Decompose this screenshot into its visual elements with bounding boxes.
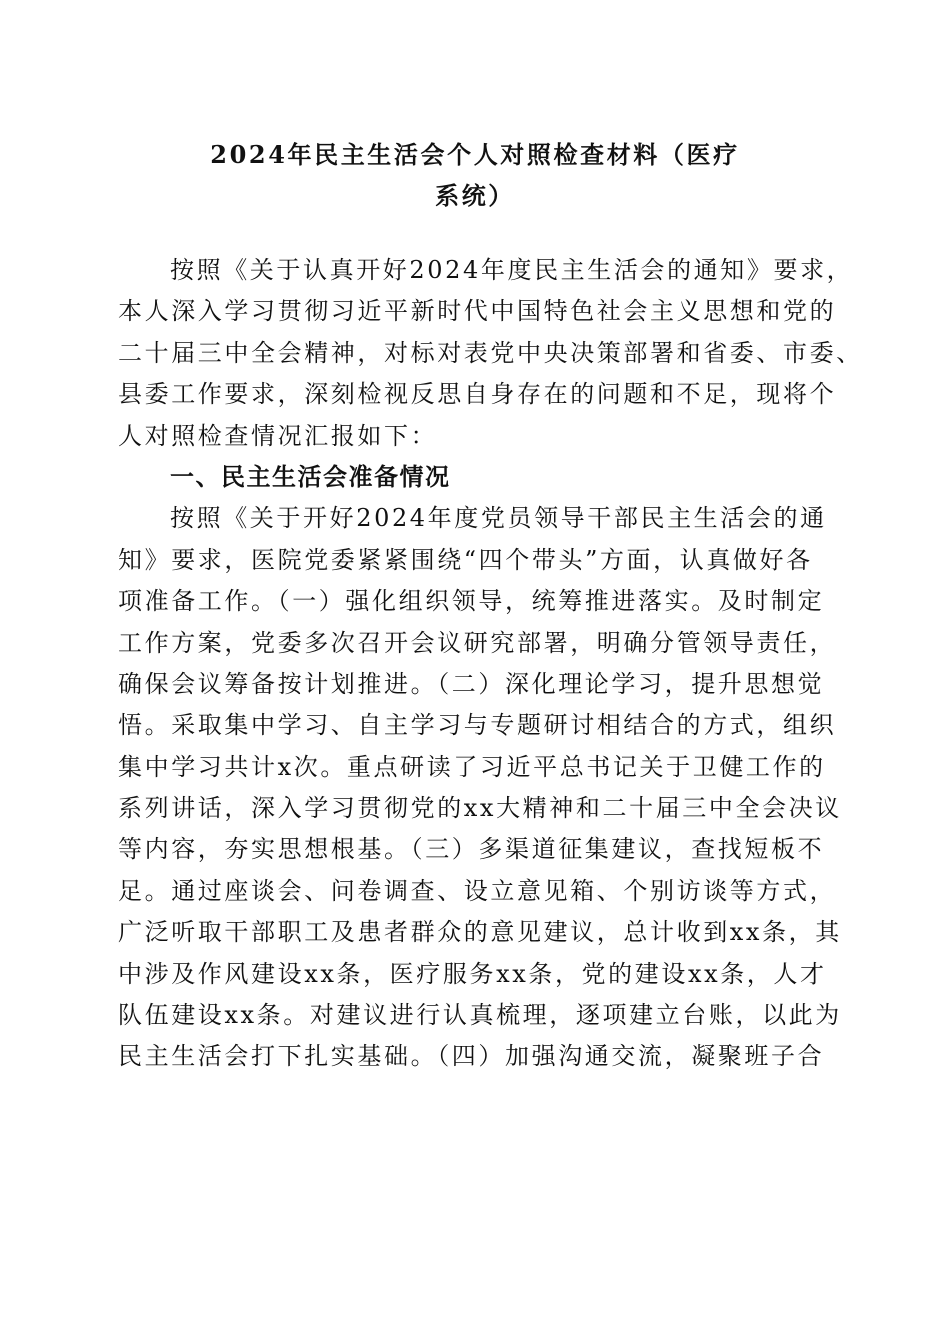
section1-paragraph xyxy=(118,498,842,1077)
paragraph-line: 民主生活会打下扎实基础。（四）加强沟通交流，凝聚班子合 xyxy=(118,1042,825,1071)
paragraph-line: 知》要求，医院党委紧紧围绕“四个带头”方面，认真做好各 xyxy=(118,545,813,574)
paragraph-line: 等内容，夯实思想根基。（三）多渠道征集建议，查找短板不 xyxy=(118,835,825,864)
paragraph-line: 集中学习共计x次。重点研读了习近平总书记关于卫健工作的 xyxy=(118,752,826,781)
paragraph-line: 按照《关于开好2024年度党员领导干部民主生活会的通 xyxy=(170,504,827,533)
paragraph-line: 项准备工作。（一）强化组织领导，统筹推进落实。及时制定 xyxy=(118,587,825,616)
paragraph-line: 本人深入学习贯彻习近平新时代中国特色社会主义思想和党的 xyxy=(118,297,837,326)
title-line: 系统） xyxy=(435,181,515,211)
section-heading: 一、民主生活会准备情况 xyxy=(170,462,451,491)
paragraph-line: 二十届三中全会精神，对标对表党中央决策部署和省委、市委、 xyxy=(118,338,863,367)
paragraph-line: 确保会议筹备按计划推进。（二）深化理论学习，提升思想觉 xyxy=(118,669,825,698)
paragraph-line: 系列讲话，深入学习贯彻党的xx大精神和二十届三中全会决议 xyxy=(118,794,842,823)
paragraph-line: 悟。采取集中学习、自主学习与专题研讨相结合的方式，组织 xyxy=(118,711,837,740)
document-title xyxy=(100,134,850,217)
paragraph-line: 足。通过座谈会、问卷调查、设立意见箱、个别访谈等方式， xyxy=(118,876,837,905)
paragraph-line: 广泛听取干部职工及患者群众的意见建议，总计收到xx条，其 xyxy=(118,918,842,947)
paragraph-line: 人对照检查情况汇报如下： xyxy=(118,421,438,450)
paragraph-line: 县委工作要求，深刻检视反思自身存在的问题和不足，现将个 xyxy=(118,380,837,409)
paragraph-line: 工作方案，党委多次召开会议研究部署，明确分管领导责任， xyxy=(118,628,837,657)
paragraph-line: 中涉及作风建设xx条，医疗服务xx条，党的建设xx条，人才 xyxy=(118,959,827,988)
document-body xyxy=(118,250,863,1078)
title-line: 2024年民主生活会个人对照检查材料（医疗 xyxy=(210,140,740,169)
paragraph-line: 按照《关于认真开好2024年度民主生活会的通知》要求， xyxy=(170,256,854,284)
paragraph-line: 队伍建设xx条。对建议进行认真梳理，逐项建立台账，以此为 xyxy=(118,1001,842,1030)
intro-paragraph xyxy=(118,250,863,457)
